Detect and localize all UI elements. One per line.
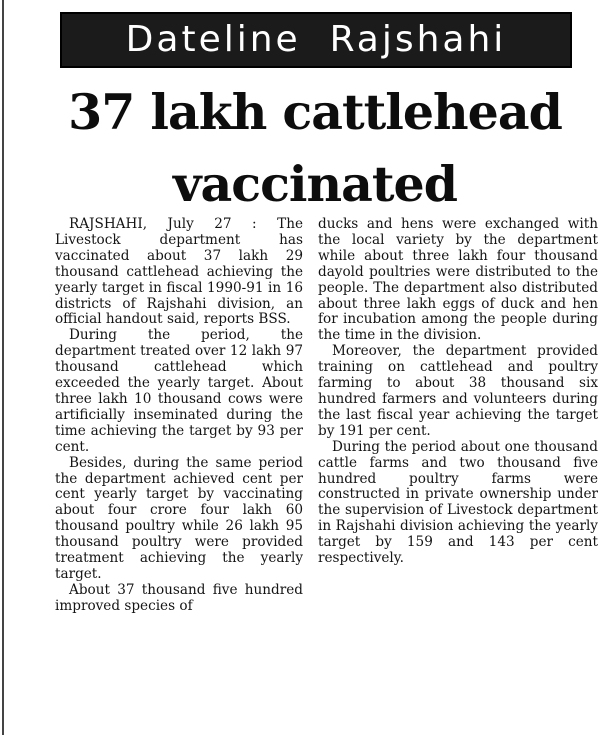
column-divider-rule bbox=[2, 0, 4, 735]
article-paragraph: Moreover, the department provided training on cattlehead and poultry farming to about 38 thousand six hundred farmers and volunteers during the last fiscal year achieving the target by 191 per cent. bbox=[318, 343, 598, 439]
article-paragraph: During the period about one thousand cattle farms and two thousand five hundred poultry farms were constructed in private ownership under the supervision of Livestock department in Rajshahi division achieving the yearly target by 159 and 143 per cent respectively. bbox=[318, 438, 598, 567]
article-left-column bbox=[55, 217, 303, 615]
article-right-column bbox=[318, 217, 598, 567]
section-banner-title: Dateline Rajshahi bbox=[125, 19, 507, 60]
article-paragraph: ducks and hens were exchanged with the local variety by the department while about three lakh four thousand dayold poultries were distributed to the people. The department also distributed about three lakh eggs of duck and hen for incubation among the people during the time in the division. bbox=[318, 216, 598, 344]
article-paragraph: During the period, the department treated over 12 lakh 97 thousand cattlehead which exceeded the yearly target. About three lakh 10 thousand cows were artificially inseminated during the time achieving the target by 93 per cent. bbox=[55, 327, 303, 455]
article-paragraph: Besides, during the same period the department achieved cent per cent yearly target by vaccinating about four crore four lakh 60 thousand poultry while 26 lakh 95 thousand poultry were provided treatment achieving the yearly target. bbox=[55, 454, 303, 582]
article-headline: 37 lakh cattlehead vaccinated bbox=[68, 83, 562, 213]
article-paragraph: About 37 thousand five hundred improved species of bbox=[55, 581, 303, 614]
section-banner bbox=[60, 12, 572, 68]
article-paragraph: RAJSHAHI, July 27 : The Livestock department has vaccinated about 37 lakh 29 thousand cattlehead achieving the yearly target in fiscal 1990-91 in 16 districts of Rajshahi division, an official handout said, reports BSS. bbox=[55, 216, 303, 328]
